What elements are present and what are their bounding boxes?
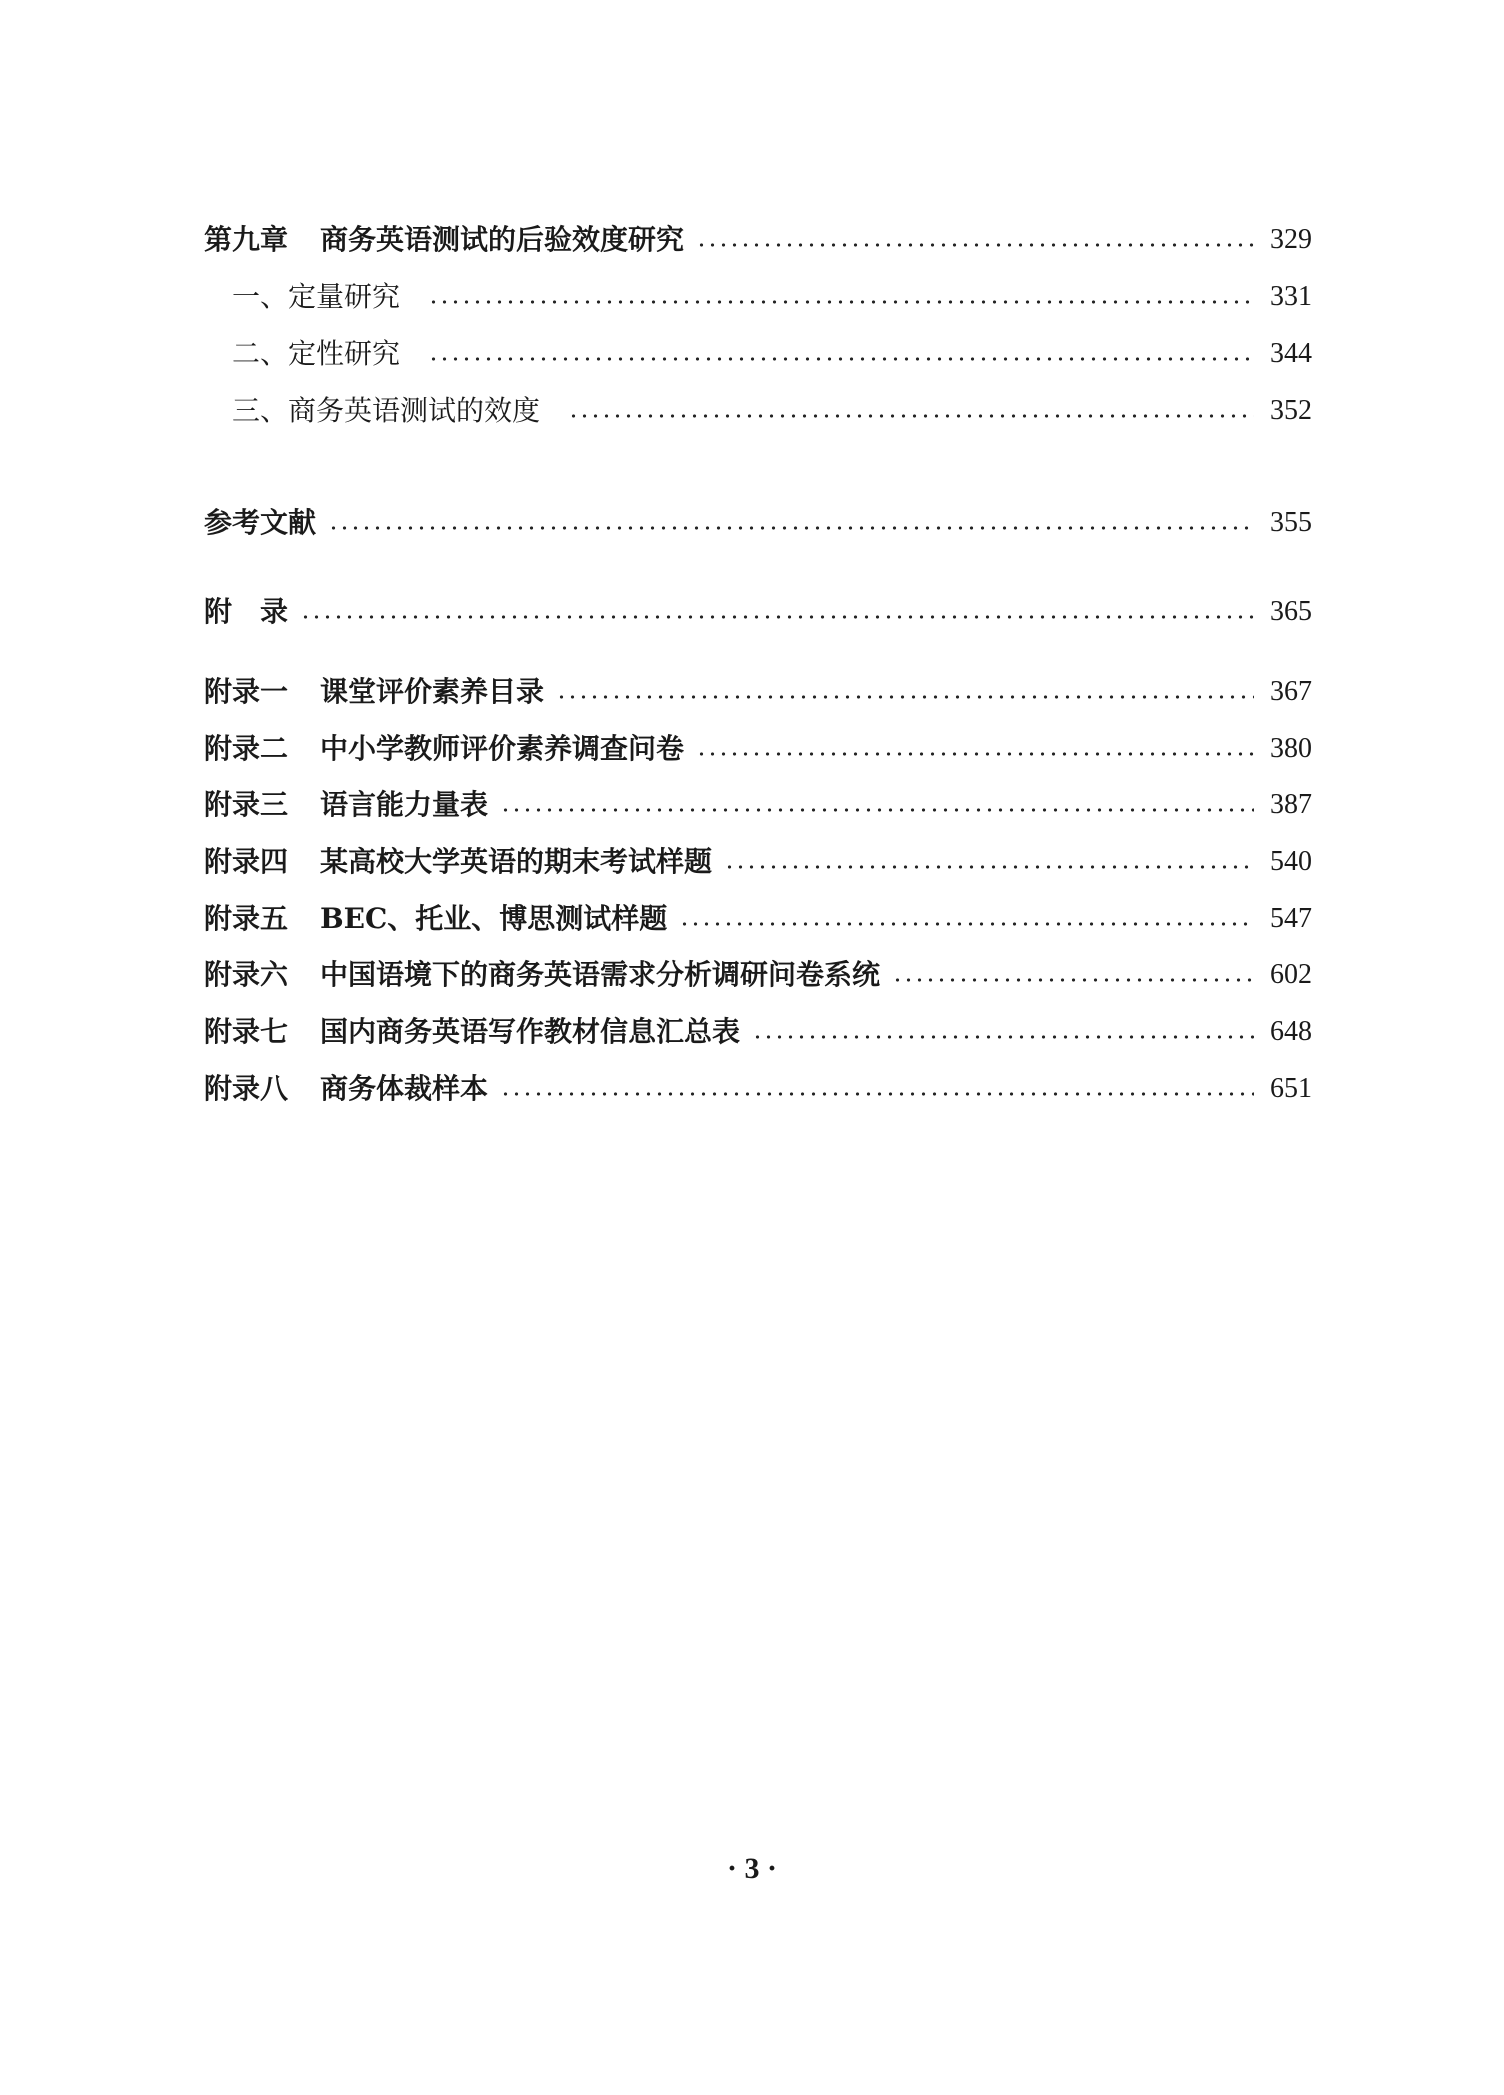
appendix-title: 附 录 — [204, 595, 289, 628]
appendix-number: 附录四 — [204, 845, 289, 878]
page-number: 331 — [1270, 281, 1312, 312]
page-number: 540 — [1270, 846, 1312, 877]
toc-entry-appendix-5[interactable] — [204, 897, 1312, 941]
page-footer-number: · 3 · — [726, 1852, 777, 1885]
toc-entry-appendix-1[interactable] — [204, 670, 1312, 714]
toc-entry-appendix-4[interactable] — [204, 840, 1312, 884]
appendix-item-title: 中小学教师评价素养调查问卷 — [320, 732, 685, 765]
page-number: 602 — [1270, 959, 1312, 990]
page-number: 329 — [1270, 224, 1312, 255]
appendix-number: 附录八 — [204, 1072, 289, 1105]
appendix-item-title: 商务体裁样本 — [320, 1072, 489, 1105]
toc-entry-appendix[interactable] — [204, 590, 1312, 634]
appendix-item-title: 语言能力量表 — [320, 788, 489, 821]
page-number: 355 — [1270, 507, 1312, 538]
dot-leader — [556, 694, 1254, 700]
page-number: 365 — [1270, 596, 1312, 627]
dot-leader — [752, 1034, 1254, 1040]
page-number: 352 — [1270, 395, 1312, 426]
dot-leader — [300, 614, 1254, 620]
appendix-number: 附录三 — [204, 788, 289, 821]
appendix-item-title: 课堂评价素养目录 — [320, 675, 545, 708]
toc-entry-section-2[interactable] — [232, 332, 1312, 376]
page-number: 651 — [1270, 1073, 1312, 1104]
toc-entry-appendix-2[interactable] — [204, 727, 1312, 771]
toc-entry-references[interactable] — [204, 501, 1312, 545]
page-number: 367 — [1270, 676, 1312, 707]
appendix-number: 附录五 — [204, 902, 289, 935]
section-title: 二、定性研究 — [232, 337, 401, 370]
page-number: 547 — [1270, 903, 1312, 934]
dot-leader — [892, 977, 1254, 983]
appendix-item-title: 国内商务英语写作教材信息汇总表 — [320, 1015, 741, 1048]
section-title: 一、定量研究 — [232, 280, 401, 313]
toc-entry-appendix-3[interactable] — [204, 783, 1312, 827]
page-number: 387 — [1270, 789, 1312, 820]
toc-entry-chapter-9[interactable] — [204, 218, 1312, 262]
appendix-number: 附录六 — [204, 958, 289, 991]
appendix-item-title: 中国语境下的商务英语需求分析调研问卷系统 — [320, 958, 881, 991]
chapter-title: 商务英语测试的后验效度研究 — [320, 223, 685, 256]
toc-entry-appendix-6[interactable] — [204, 953, 1312, 997]
dot-leader — [500, 1091, 1254, 1097]
dot-leader — [328, 525, 1254, 531]
toc-entry-section-3[interactable] — [232, 389, 1312, 433]
toc-entry-appendix-8[interactable] — [204, 1067, 1312, 1111]
toc-entry-appendix-7[interactable] — [204, 1010, 1312, 1054]
page-number: 344 — [1270, 338, 1312, 369]
section-title: 三、商务英语测试的效度 — [232, 394, 541, 427]
appendix-number: 附录一 — [204, 675, 289, 708]
appendix-number: 附录七 — [204, 1015, 289, 1048]
appendix-number: 附录二 — [204, 732, 289, 765]
dot-leader — [696, 242, 1254, 248]
dot-leader — [428, 299, 1254, 305]
dot-leader — [568, 413, 1254, 419]
dot-leader — [724, 864, 1254, 870]
dot-leader — [696, 751, 1254, 757]
page-number: 380 — [1270, 733, 1312, 764]
appendix-item-title: BEC、托业、博思测试样题 — [320, 902, 668, 935]
references-title: 参考文献 — [204, 506, 317, 539]
toc-entry-section-1[interactable] — [232, 275, 1312, 319]
dot-leader — [679, 921, 1254, 927]
appendix-item-title: 某高校大学英语的期末考试样题 — [320, 845, 713, 878]
chapter-number: 第九章 — [204, 223, 289, 256]
dot-leader — [428, 356, 1254, 362]
page-number: 648 — [1270, 1016, 1312, 1047]
dot-leader — [500, 807, 1254, 813]
